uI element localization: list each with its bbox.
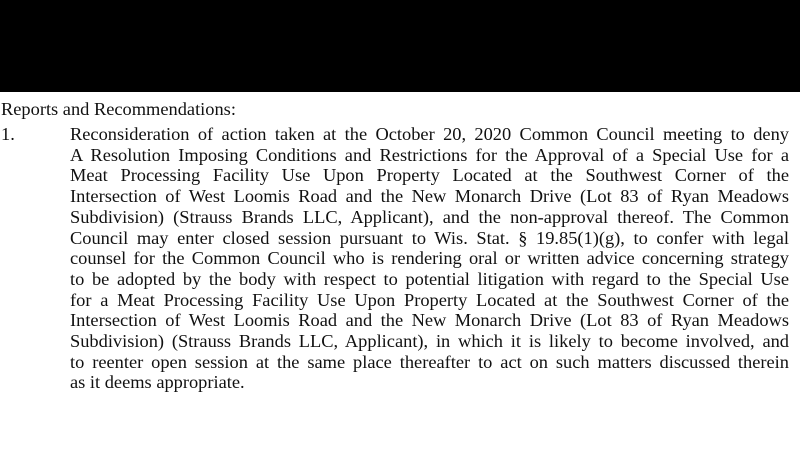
paragraph-line: Subdivision) (Strauss Brands LLC, Applicant), and the non-approval thereof. The Common — [70, 206, 789, 227]
paragraph-line: as it deems appropriate. — [70, 372, 245, 393]
item-number: 1. — [1, 124, 15, 144]
paragraph-line: Intersection of West Loomis Road and the New Monarch Drive (Lot 83 of Ryan Meadows — [70, 186, 789, 207]
black-header-band — [0, 0, 800, 92]
paragraph-line: counsel for the Common Council who is rendering oral or written advice concerning strategy — [70, 248, 789, 269]
paragraph-line: Meat Processing Facility Use Upon Property Located at the Southwest Corner of the — [70, 165, 789, 186]
paragraph-line: A Resolution Imposing Conditions and Restrictions for the Approval of a Special Use for a — [70, 144, 789, 165]
section-heading: Reports and Recommendations: — [1, 99, 236, 119]
paragraph-line: Intersection of West Loomis Road and the New Monarch Drive (Lot 83 of Ryan Meadows — [70, 310, 789, 331]
item-paragraph — [70, 124, 789, 393]
paragraph-line: for a Meat Processing Facility Use Upon Property Located at the Southwest Corner of the — [70, 289, 789, 310]
paragraph-line: Reconsideration of action taken at the October 20, 2020 Common Council meeting to deny — [70, 124, 789, 144]
paragraph-line: to reenter open session at the same place thereafter to act on such matters discussed therein — [70, 351, 789, 372]
paragraph-line: to be adopted by the body with respect to potential litigation with regard to the Special Use — [70, 268, 789, 289]
paragraph-line: Subdivision) (Strauss Brands LLC, Applicant), in which it is likely to become involved, and — [70, 331, 789, 352]
paragraph-line: Council may enter closed session pursuant to Wis. Stat. § 19.85(1)(g), to confer with legal — [70, 227, 789, 248]
